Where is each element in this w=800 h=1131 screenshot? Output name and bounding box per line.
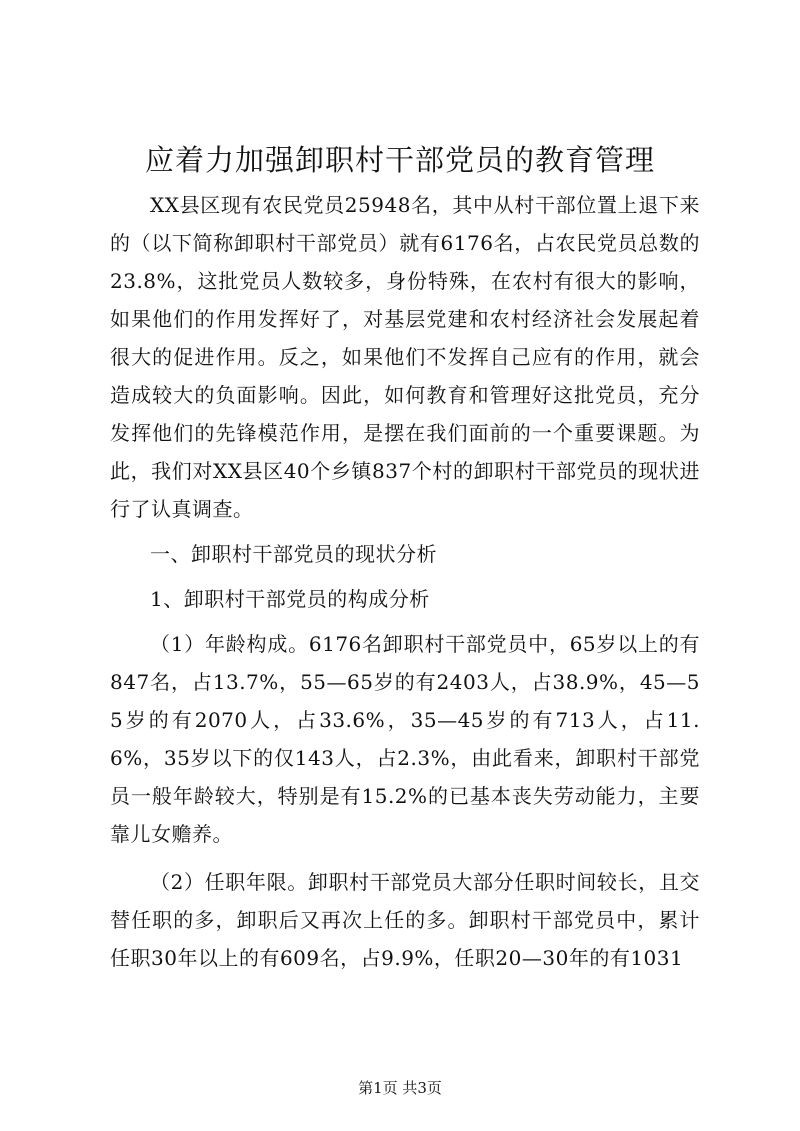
page-title: 应着力加强卸职村干部党员的教育管理	[144, 143, 655, 177]
page-number-footer: 第1页 共3页	[358, 1079, 442, 1097]
tenure-paragraph: （2）任职年限。卸职村干部党员大部分任职时间较长，且交替任职的多，卸职后又再次上任的多。卸职村干部党员中，累计任职30年以上的有609名，占9.9%，任职20—30年的有1031	[110, 870, 700, 970]
document-body	[110, 186, 700, 977]
subsection-heading: 1、卸职村干部党员的构成分析	[150, 587, 430, 611]
intro-paragraph: XX县区现有农民党员25948名，其中从村干部位置上退下来的（以下简称卸职村干部党员）就有6176名，占农民党员总数的23.8%，这批党员人数较多，身份特殊，在农村有很大的影响，如果他们的作用发挥好了，对基层党建和农村经济社会发展起着很大的促进作用。反之，如果他们不发挥自己应有的作用，就会造成较大的负面影响。因此，如何教育和管理好这批党员，充分发挥他们的先锋模范作用，是摆在我们面前的一个重要课题。为此，我们对XX县区40个乡镇837个村的卸职村干部党员的现状进行了认真调查。	[110, 193, 700, 521]
age-composition-paragraph: （1）年龄构成。6176名卸职村干部党员中，65岁以上的有847名，占13.7%，55—65岁的有2403人，占38.9%，45—55岁的有2070人，占33.6%，35—45岁的有713人，占11.6%，35岁以下的仅143人，占2.3%，由此看来，卸职村干部党员一般年龄较大，特别是有15.2%的已基本丧失劳动能力，主要靠儿女赡养。	[110, 632, 700, 846]
section-heading: 一、卸职村干部党员的现状分析	[150, 542, 437, 566]
